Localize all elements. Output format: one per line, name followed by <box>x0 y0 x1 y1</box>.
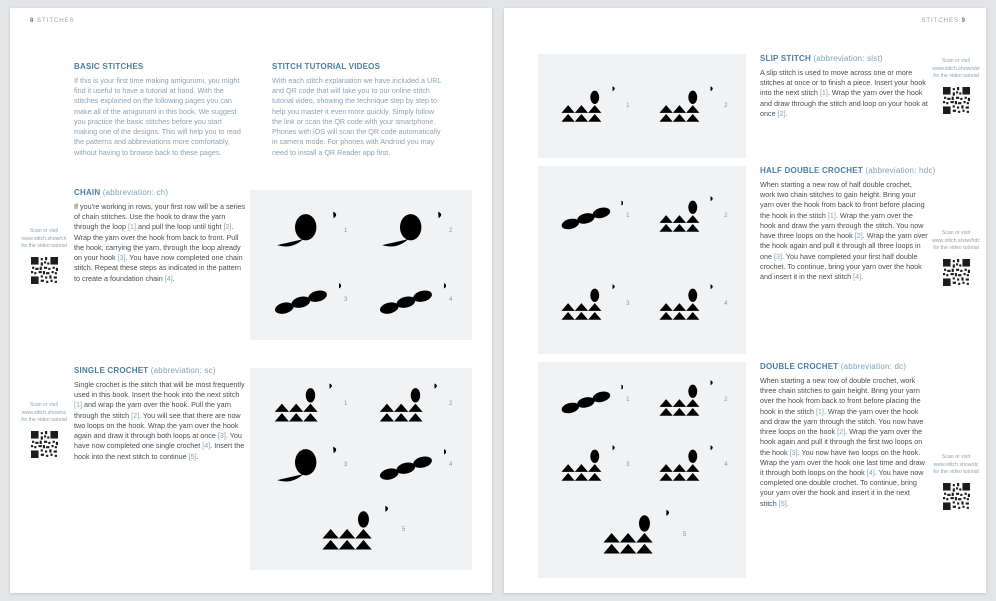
page-header-right <box>921 18 966 24</box>
sc-title <box>74 366 216 375</box>
figure-step-number: 1 <box>344 227 348 234</box>
stitch-drawing <box>375 442 446 490</box>
page-left <box>10 8 492 593</box>
illustration-step <box>544 84 642 128</box>
basic-stitches-body: If this is your first time making amigurumi, you might find it useful to have a tutorial at hand. With the stitches explained on the following pages you can make all of the amigurumi in this book. We suggest you practice the basic stitches before you start making one of the designs. This will help you to read the patterns and abbreviations more comfortably, without having to browse back to these pages. <box>74 76 241 157</box>
illustration-step <box>544 282 642 326</box>
step-marker: [4] <box>164 273 173 283</box>
figure-step-number: 3 <box>626 461 630 468</box>
chain-illustration <box>250 190 472 340</box>
figure-step-number: 2 <box>724 103 728 109</box>
illustration-step <box>642 378 740 422</box>
chain-qr-code <box>31 257 58 284</box>
illustration-step <box>256 207 361 255</box>
step-marker: [4] <box>866 467 875 477</box>
step-marker: [3] <box>789 447 798 457</box>
stitch-drawing <box>317 503 399 558</box>
stitch-drawing <box>557 282 624 326</box>
sc-qr-code <box>31 431 58 458</box>
hdc-qr-label: Scan or visit www.stitch.show/hdc for the video tutorial <box>932 230 980 252</box>
sc-qr-label: Scan or visit www.stitch.show/sc for the video tutorial <box>21 402 67 424</box>
step-marker: [1] <box>815 406 824 416</box>
illustration-step <box>544 194 642 238</box>
dc-qr-label: Scan or visit www.stitch.show/dc for the video tutorial <box>933 454 979 476</box>
slst-title <box>760 54 883 63</box>
chain-qr-label: Scan or visit www.stitch.show/ch for the video tutorial <box>21 228 67 250</box>
illustration-step <box>256 503 466 558</box>
dc-title-text: DOUBLE CROCHET <box>760 362 839 371</box>
step-marker: [4] <box>202 441 211 451</box>
stitch-drawing <box>375 207 446 255</box>
figure-step-number: 5 <box>682 531 687 538</box>
slst-qr-rail <box>932 58 980 114</box>
stitch-drawing <box>270 442 341 490</box>
step-marker: [5] <box>188 451 197 461</box>
illustration-step <box>642 282 740 326</box>
step-marker: [1] <box>127 222 136 232</box>
slst-qr-code <box>943 87 970 114</box>
tutorial-videos-body: With each stitch explanation we have included a URL and QR code that will take you to our online stitch tutorial video, showing the technique step by step to help you master it even more quickly. Simply follow the link or scan the QR code with your smartphone. Phones with iOS will scan the QR code automatically in camera mode. For phones with Android you may need to install a QR Reader app first. <box>272 76 442 157</box>
stitch-drawing <box>557 378 624 422</box>
step-marker: [2] <box>131 410 140 420</box>
figure-step-number: 4 <box>724 301 728 307</box>
figure-step-number: 1 <box>344 401 348 408</box>
tutorial-videos-title <box>272 62 444 71</box>
figure-step-number: 3 <box>344 296 348 303</box>
stitch-drawing <box>270 207 341 255</box>
figure-step-number: 2 <box>724 213 728 219</box>
step-marker: [1] <box>827 210 836 220</box>
page-header-label: STITCHES <box>37 18 75 24</box>
step-marker: [2] <box>837 427 846 437</box>
stitch-drawing <box>270 276 341 324</box>
figure-step-number: 4 <box>449 296 453 303</box>
step-marker: [1] <box>74 400 82 410</box>
dc-qr-code <box>943 483 970 510</box>
step-marker: [2] <box>777 108 786 118</box>
stitch-drawing <box>655 282 722 326</box>
dc-body: When starting a new row of double crochet, work three chain stitches to gain height. Bring your yarn over the hook from back to front before placing the hook in the stitch [1]. Wrap the yarn over the hook and draw the yarn through the stitch. You now have three loops on the hook [2]. Wrap the yarn over the hook again and pull it through the first two loops on the hook [3]. You now have two loops on the hook. Wrap the yarn over the hook one last time and draw it through both loops on the hook [4]. You have now completed one double crochet. To continue, bring your yarn over the hook and insert it in the next stitch [5]. <box>760 376 925 508</box>
sc-abbr: (abbreviation: sc) <box>150 366 216 375</box>
figure-step-number: 3 <box>344 462 348 469</box>
step-marker: [4] <box>853 271 862 281</box>
slst-qr-label: Scan or visit www.stitch.show/slst for the video tutorial <box>932 58 980 80</box>
page-header-label: STITCHES <box>921 18 959 24</box>
step-marker: [3] <box>117 253 126 263</box>
stitch-drawing <box>375 276 446 324</box>
intro-tutorial-videos <box>272 62 444 158</box>
dc-abbr: (abbreviation: dc) <box>840 362 907 371</box>
page-number: 8 <box>30 18 35 24</box>
hdc-illustration <box>538 166 746 354</box>
slst-body: A slip stitch is used to move across one or more stitches at once or to finish a piece. Insert your hook into the next stitch [1]. Wrap the yarn over the hook and draw through the stitch and loop on your hook at once [2]. <box>760 68 928 118</box>
stitch-drawing <box>270 381 341 429</box>
illustration-step <box>361 207 466 255</box>
stitch-drawing <box>655 443 722 487</box>
intro-columns <box>74 62 446 158</box>
stitch-drawing <box>655 378 722 422</box>
dc-illustration <box>538 362 746 578</box>
basic-stitches-title-text: BASIC STITCHES <box>74 62 144 71</box>
slst-illustration <box>538 54 746 158</box>
stitch-drawing <box>557 443 624 487</box>
sc-qr-rail <box>20 402 68 458</box>
figure-step-number: 2 <box>449 401 453 408</box>
step-marker: [1] <box>819 88 828 98</box>
stitch-drawing <box>557 84 624 128</box>
hdc-qr-code <box>943 259 970 286</box>
chain-title-text: CHAIN <box>74 188 101 197</box>
chain-title <box>74 188 168 197</box>
step-marker: [2] <box>854 231 863 241</box>
step-marker: [3] <box>217 431 226 441</box>
sc-illustration <box>250 368 472 570</box>
step-marker: [5] <box>778 498 787 508</box>
illustration-step <box>544 443 642 487</box>
illustration-step <box>256 276 361 324</box>
hdc-title <box>760 166 935 175</box>
dc-title <box>760 362 906 371</box>
hdc-qr-rail <box>932 230 980 286</box>
stitch-drawing <box>557 194 624 238</box>
chain-abbr: (abbreviation: ch) <box>102 188 169 197</box>
stitch-drawing <box>375 381 446 429</box>
hdc-title-text: HALF DOUBLE CROCHET <box>760 166 863 175</box>
page-right <box>504 8 986 593</box>
sc-title-text: SINGLE CROCHET <box>74 366 149 375</box>
intro-basic-stitches <box>74 62 246 158</box>
basic-stitches-title <box>74 62 246 71</box>
illustration-step <box>361 276 466 324</box>
figure-step-number: 4 <box>449 462 453 469</box>
hdc-abbr: (abbreviation: hdc) <box>865 166 936 175</box>
illustration-step <box>544 378 642 422</box>
figure-step-number: 2 <box>724 397 728 404</box>
illustration-step <box>361 381 466 429</box>
illustration-step <box>642 84 740 128</box>
stitch-drawing <box>655 194 722 238</box>
stitch-drawing <box>655 84 722 128</box>
slst-title-text: SLIP STITCH <box>760 54 811 63</box>
step-marker: [2] <box>223 222 232 232</box>
figure-step-number: 1 <box>626 397 630 404</box>
stitch-drawing <box>598 507 680 562</box>
illustration-step <box>642 443 740 487</box>
figure-step-number: 5 <box>401 526 406 533</box>
figure-step-number: 4 <box>724 461 728 468</box>
step-marker: [3] <box>774 251 782 261</box>
figure-step-number: 2 <box>449 227 453 234</box>
chain-qr-rail <box>20 228 68 284</box>
chain-body: If you're working in rows, your first row will be a series of chain stitches. Use the hook to draw the yarn through the loop [1] and pull the loop until tight [2]. Wrap the yarn over the hook from back to front. Pull the hook, carrying the yarn, through the loop already on your hook [3]. You have now completed one chain stitch. Repeat these steps as indicated in the pattern to create a foundation chain [4]. <box>74 202 246 283</box>
figure-step-number: 3 <box>626 301 630 307</box>
illustration-step <box>544 507 740 562</box>
figure-step-number: 1 <box>626 213 630 219</box>
sc-body: Single crochet is the stitch that will be most frequently used in this book. Insert the hook into the next stitch [1] and wrap the yarn over the hook. Pull the yarn through the stitch [2]. You will see that there are now two loops on the hook. Wrap the yarn over the hook again and draw it through both loops at once [3]. You have now completed one single crochet [4]. Insert the hook into the next stitch to continue [5]. <box>74 380 245 461</box>
figure-step-number: 1 <box>626 103 630 109</box>
tutorial-videos-title-text: STITCH TUTORIAL VIDEOS <box>272 62 381 71</box>
illustration-step <box>256 381 361 429</box>
hdc-body: When starting a new row of half double crochet, work two chain stitches to gain height. Bring your yarn over the hook from back to front before placing the hook in the stitch [1]. Wrap the yarn over the hook and draw the yarn through the stitch. You now have three loops on the hook [2]. Wrap the yarn over the hook again and pull it through all three loops in one [3]. You have completed your first half double crochet. To continue, bring your yarn over the hook and insert it in the next stitch [4]. <box>760 180 928 281</box>
slst-abbr: (abbreviation: slst) <box>813 54 883 63</box>
dc-qr-rail <box>932 454 980 510</box>
illustration-step <box>361 442 466 490</box>
illustration-step <box>642 194 740 238</box>
page-number: 9 <box>961 18 966 24</box>
illustration-step <box>256 442 361 490</box>
page-header-left <box>30 18 75 24</box>
